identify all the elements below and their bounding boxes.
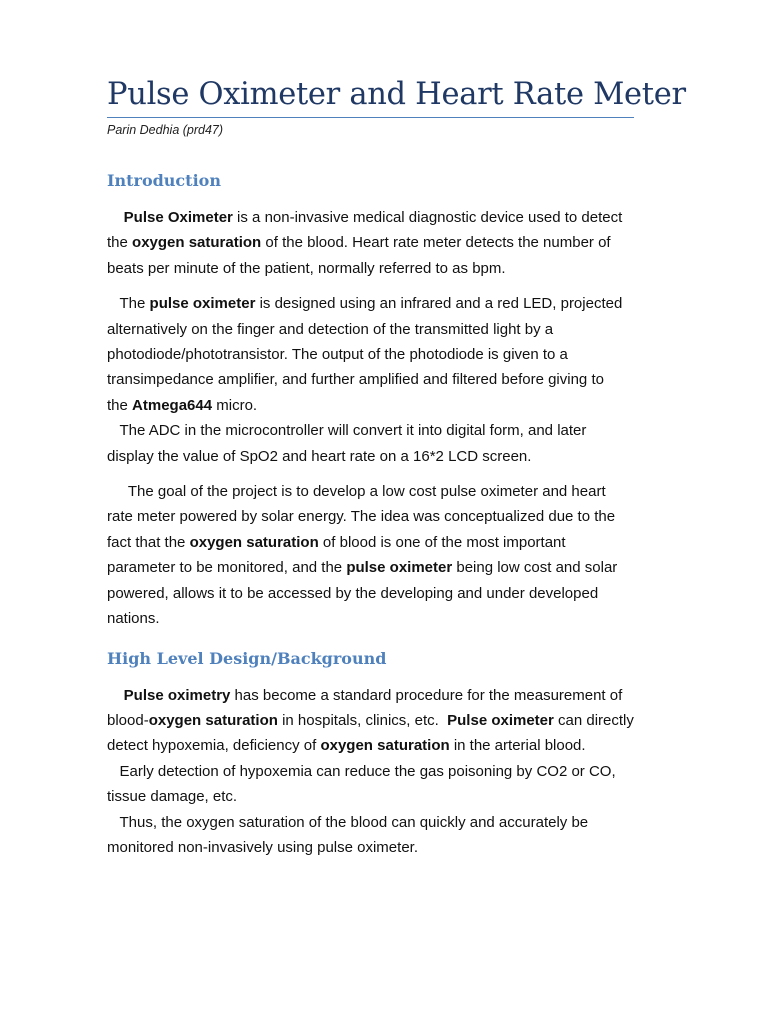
bold-term: Pulse oximetry	[123, 686, 231, 704]
text-span: the	[107, 396, 133, 414]
text-line: transimpedance amplifier, and further amplified and filtered before giving to	[107, 371, 604, 389]
text-span: is a non-invasive medical diagnostic device used to detect	[232, 209, 623, 226]
author-line: Parin Dedhia (prd47)	[107, 123, 224, 137]
text-line: rate meter powered by solar energy. The idea was conceptualized due to the	[107, 508, 616, 526]
text-span: Early detection of hypoxemia can reduce the gas poisoning by CO2 or CO,	[119, 762, 616, 780]
text-span: parameter to be monitored, and the	[107, 559, 347, 577]
text-span: The goal of the project is to develop a low cost pulse oximeter and heart	[127, 483, 606, 501]
intro-paragraph-2	[107, 291, 634, 418]
text-line: tissue damage, etc.	[107, 788, 238, 806]
text-line: photodiode/phototransistor. The output of the photodiode is given to a	[107, 346, 568, 364]
text-line	[107, 555, 634, 580]
title-underline	[107, 117, 634, 118]
intro-paragraph-1	[107, 205, 634, 281]
bold-term: pulse oximeter	[149, 295, 256, 313]
text-line	[107, 230, 634, 255]
text-span: The ADC in the microcontroller will convert it into digital form, and later	[119, 422, 587, 440]
bold-term: oxygen saturation	[320, 737, 450, 755]
text-line	[107, 479, 634, 504]
text-line	[107, 810, 634, 835]
text-span: in hospitals, clinics, etc.	[277, 711, 448, 729]
text-span: detect hypoxemia, deficiency of	[107, 737, 321, 755]
bold-term: oxygen saturation	[132, 234, 262, 252]
text-line	[107, 759, 634, 784]
intro-paragraph-3	[107, 418, 634, 469]
text-span: being low cost and solar	[452, 559, 618, 577]
text-span: of the blood. Heart rate meter detects the number of	[261, 234, 611, 252]
text-line: nations.	[107, 610, 160, 628]
text-span: The	[119, 295, 150, 313]
hld-paragraph-2	[107, 759, 634, 810]
text-line	[107, 418, 634, 443]
text-line: display the value of SpO2 and heart rate on a 16*2 LCD screen.	[107, 447, 532, 465]
text-span: of blood is one of the most important	[318, 533, 566, 551]
text-line	[107, 205, 634, 230]
hld-paragraph-1	[107, 683, 634, 759]
document-page	[107, 74, 686, 860]
text-line: beats per minute of the patient, normally referred to as bpm.	[107, 259, 506, 277]
text-line	[107, 708, 634, 733]
text-span: has become a standard procedure for the measurement of	[230, 686, 623, 704]
bold-term: pulse oximeter	[346, 559, 453, 577]
text-span: the	[107, 234, 133, 252]
introduction-heading: Introduction	[107, 171, 221, 190]
text-span: micro.	[212, 396, 258, 414]
bold-term: oxygen saturation	[148, 711, 278, 729]
text-line	[107, 733, 634, 758]
text-span: blood-	[107, 711, 149, 729]
text-line: powered, allows it to be accessed by the developing and under developed	[107, 584, 599, 602]
bold-term: Atmega644	[132, 396, 213, 414]
text-line	[107, 530, 634, 555]
text-span: can directly	[553, 711, 634, 729]
text-line: monitored non-invasively using pulse oximeter.	[107, 838, 418, 856]
hld-paragraph-3	[107, 810, 634, 861]
text-span: fact that the	[107, 533, 190, 551]
bold-term: Pulse Oximeter	[123, 209, 233, 226]
text-line	[107, 393, 634, 418]
text-span: in the arterial blood.	[449, 737, 586, 755]
bold-term: Pulse oximeter	[447, 711, 554, 729]
document-title: Pulse Oximeter and Heart Rate Meter	[107, 77, 686, 112]
text-line: alternatively on the finger and detection of the transmitted light by a	[107, 320, 554, 338]
text-span: is designed using an infrared and a red LED, projected	[255, 295, 623, 313]
text-span: Thus, the oxygen saturation of the blood can quickly and accurately be	[119, 813, 589, 831]
text-line	[107, 291, 634, 316]
text-line	[107, 683, 634, 708]
high-level-design-heading: High Level Design/Background	[107, 648, 387, 668]
intro-paragraph-4	[107, 479, 634, 631]
bold-term: oxygen saturation	[189, 533, 319, 551]
